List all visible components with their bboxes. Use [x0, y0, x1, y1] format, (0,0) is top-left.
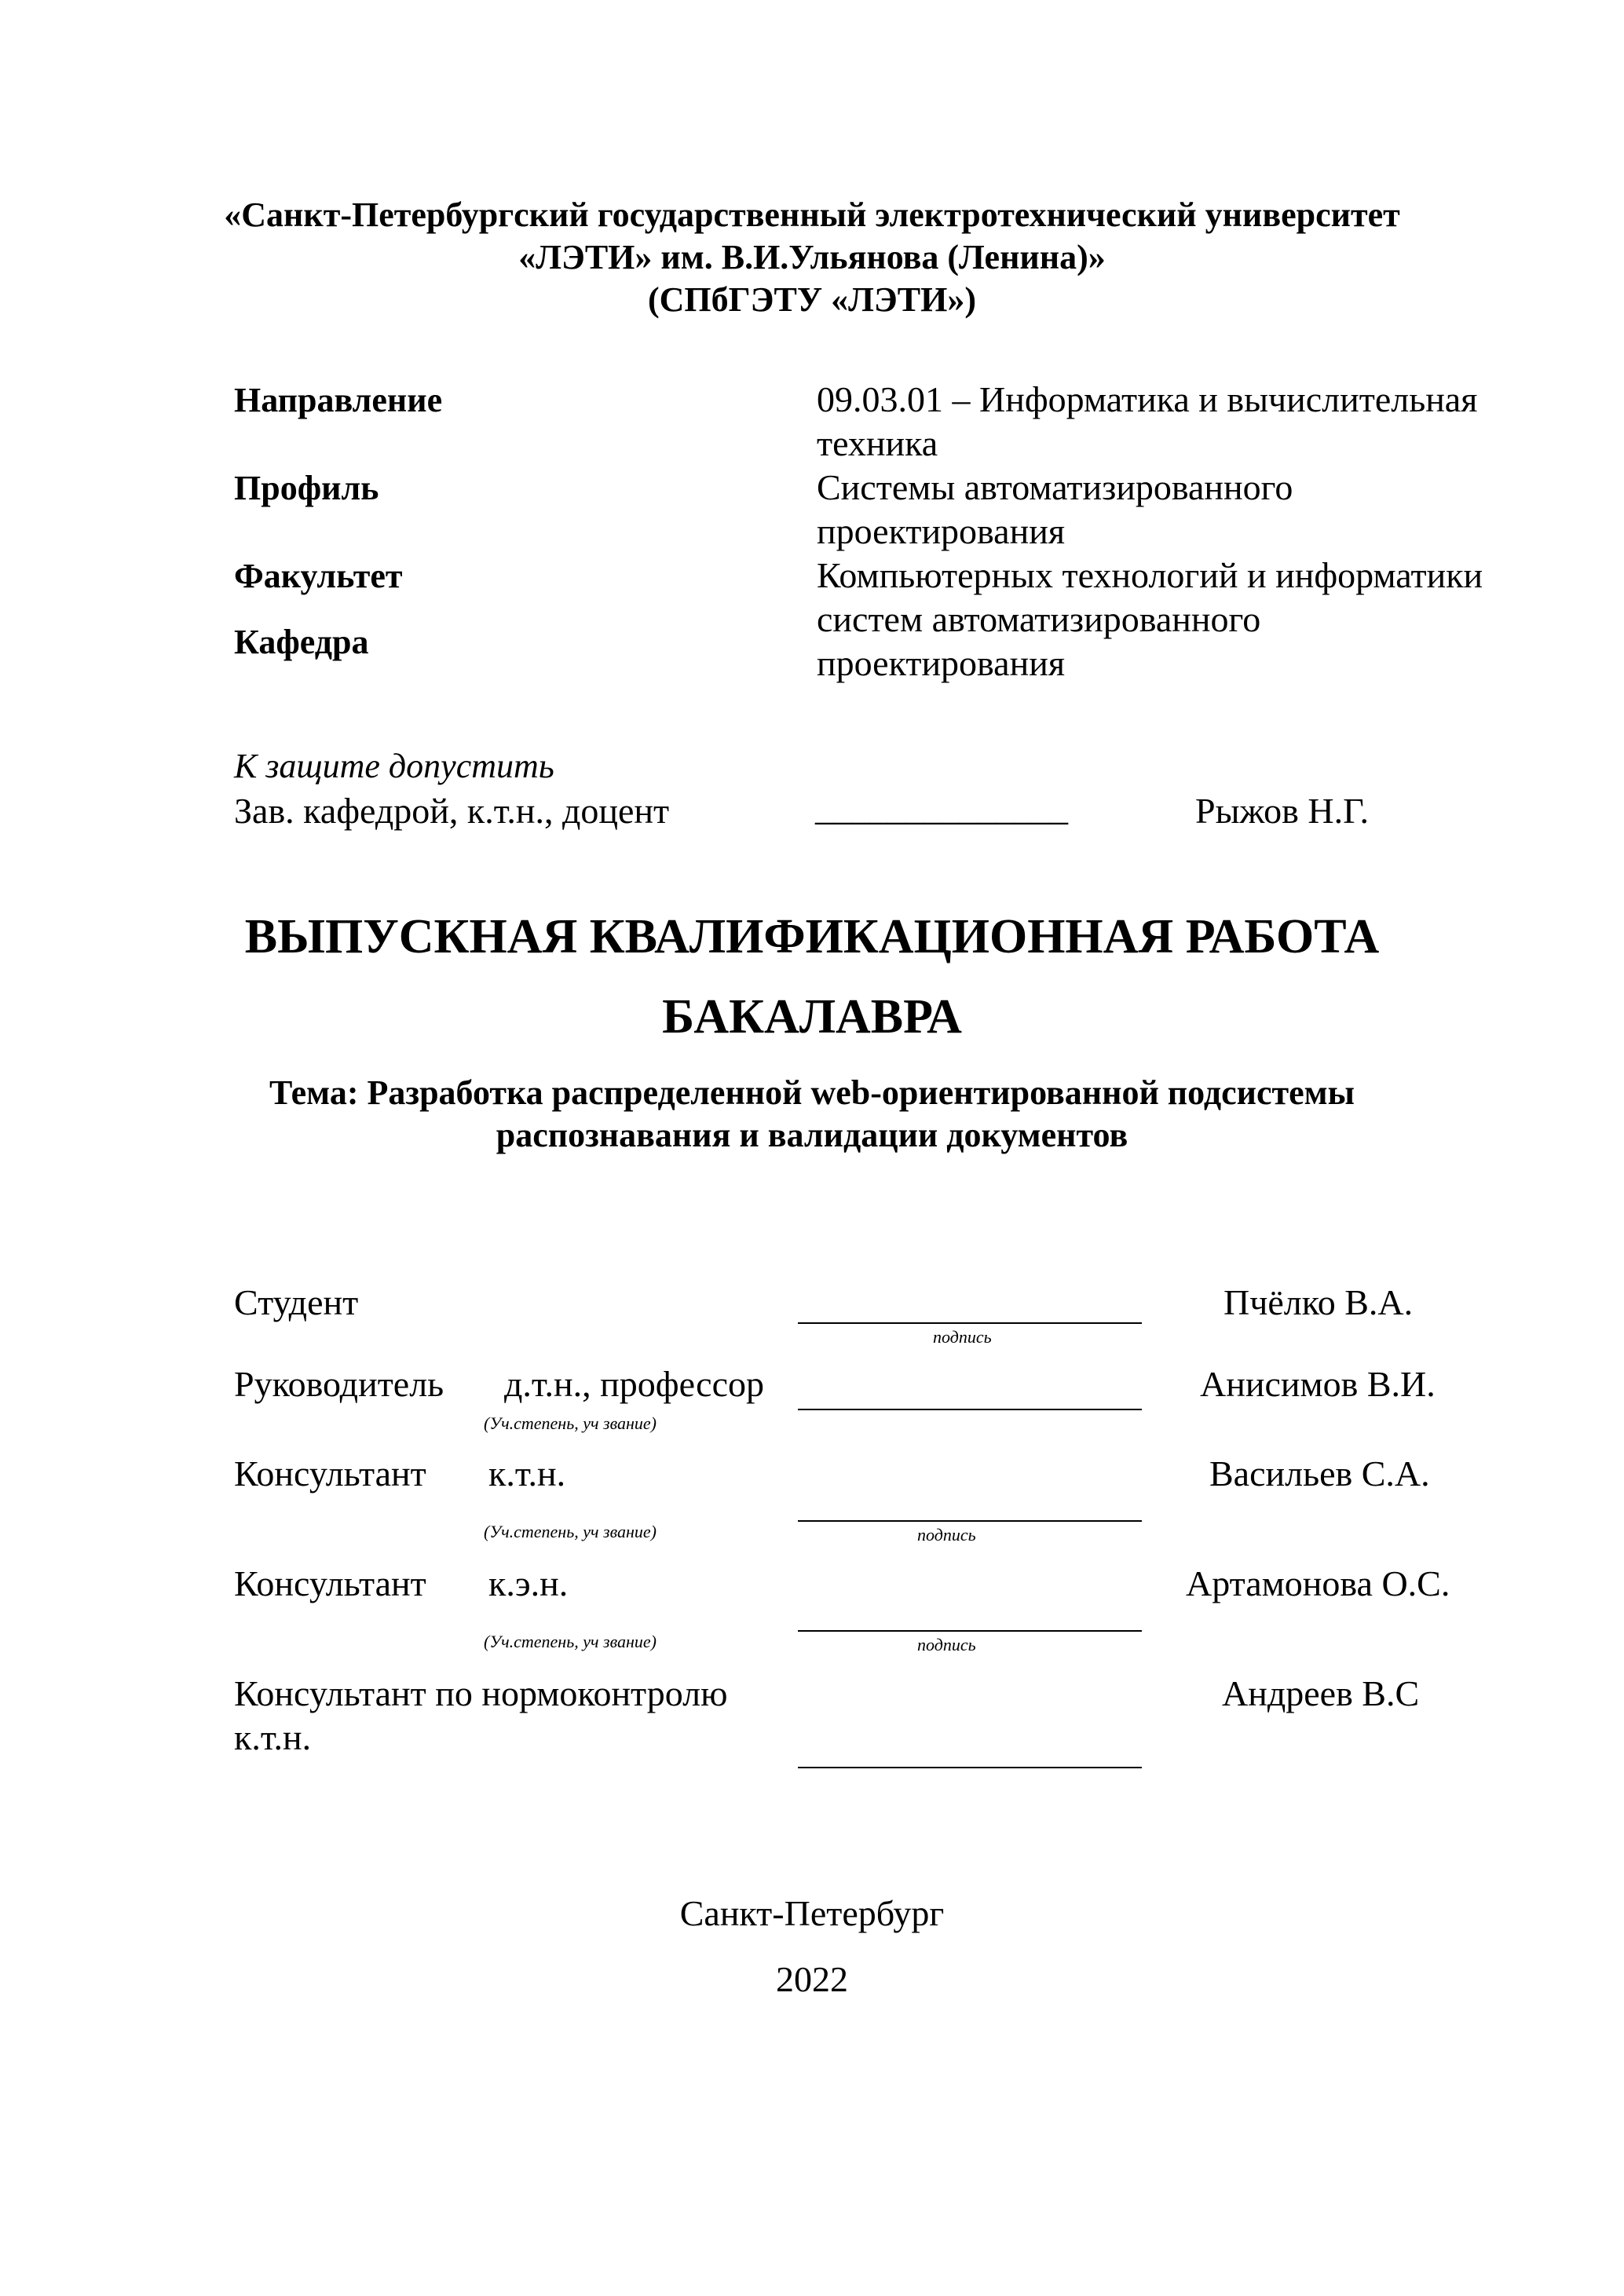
university-name-line-2: «ЛЭТИ» им. В.И.Ульянова (Ленина)»: [518, 238, 1106, 276]
profile-value-line-2: проектирования: [817, 511, 1065, 551]
university-abbreviation: (СПбГЭТУ «ЛЭТИ»): [648, 280, 976, 319]
profile-label: Профиль: [234, 469, 379, 507]
consultant-1-name: Васильев С.А.: [1209, 1453, 1430, 1493]
topic-line-1: Тема: Разработка распределенной web-ориентированной подсистемы: [269, 1073, 1355, 1112]
city: Санкт-Петербург: [679, 1893, 945, 1933]
consultant-2-signature-line: [798, 1630, 1142, 1632]
student-label: Студент: [234, 1282, 359, 1322]
direction-value-line-2: техника: [817, 423, 938, 463]
head-signature-blank: ______________: [815, 788, 1068, 828]
consultant-1-signature-caption: подпись: [917, 1525, 976, 1545]
faculty-value: Компьютерных технологий и информатики: [817, 555, 1483, 595]
consultant-1-signature-line: [798, 1520, 1142, 1522]
consultant-2-signature-caption: подпись: [917, 1635, 976, 1654]
consultant-1-degree-caption: (Уч.степень, уч звание): [484, 1522, 657, 1541]
supervisor-degree: д.т.н., профессор: [504, 1364, 764, 1404]
consultant-2-label: Консультант: [234, 1563, 426, 1603]
supervisor-degree-caption: (Уч.степень, уч звание): [484, 1413, 657, 1433]
student-name: Пчёлко В.А.: [1223, 1282, 1414, 1322]
head-of-department-position: Зав. кафедрой, к.т.н., доцент: [234, 791, 670, 831]
year: 2022: [776, 1959, 848, 1999]
normcontrol-label: Консультант по нормоконтролю: [234, 1673, 728, 1713]
direction-value-line-1: 09.03.01 – Информатика и вычислительная: [817, 379, 1478, 419]
normcontrol-name: Андреев В.С: [1222, 1673, 1420, 1713]
student-signature-caption: подпись: [933, 1327, 992, 1347]
topic-line-2: распознавания и валидации документов: [496, 1116, 1128, 1154]
supervisor-signature-line: [798, 1409, 1142, 1410]
faculty-label: Факультет: [234, 557, 403, 595]
supervisor-name: Анисимов В.И.: [1200, 1364, 1436, 1404]
department-label: Кафедра: [234, 623, 369, 661]
department-value-line-1: систем автоматизированного: [817, 599, 1261, 639]
university-name-line-1: «Санкт-Петербургский государственный электротехнический университет: [224, 196, 1400, 234]
profile-value-line-1: Системы автоматизированного: [817, 467, 1293, 507]
consultant-2-degree-caption: (Уч.степень, уч звание): [484, 1632, 657, 1651]
admission-title: К защите допустить: [234, 747, 554, 785]
consultant-1-label: Консультант: [234, 1453, 426, 1493]
student-signature-line: [798, 1322, 1142, 1324]
department-value-line-2: проектирования: [817, 643, 1065, 683]
direction-label: Направление: [234, 381, 443, 419]
supervisor-label: Руководитель: [234, 1364, 444, 1404]
head-of-department-name: Рыжов Н.Г.: [1195, 791, 1369, 831]
consultant-1-degree: к.т.н.: [488, 1453, 566, 1493]
normcontrol-signature-line: [798, 1767, 1142, 1768]
normcontrol-degree: к.т.н.: [234, 1717, 312, 1757]
work-title-line-1: ВЫПУСКНАЯ КВАЛИФИКАЦИОННАЯ РАБОТА: [244, 910, 1380, 963]
consultant-2-name: Артамонова О.С.: [1186, 1563, 1450, 1603]
consultant-2-degree: к.э.н.: [488, 1563, 569, 1603]
work-title-line-2: БАКАЛАВРА: [662, 990, 962, 1044]
